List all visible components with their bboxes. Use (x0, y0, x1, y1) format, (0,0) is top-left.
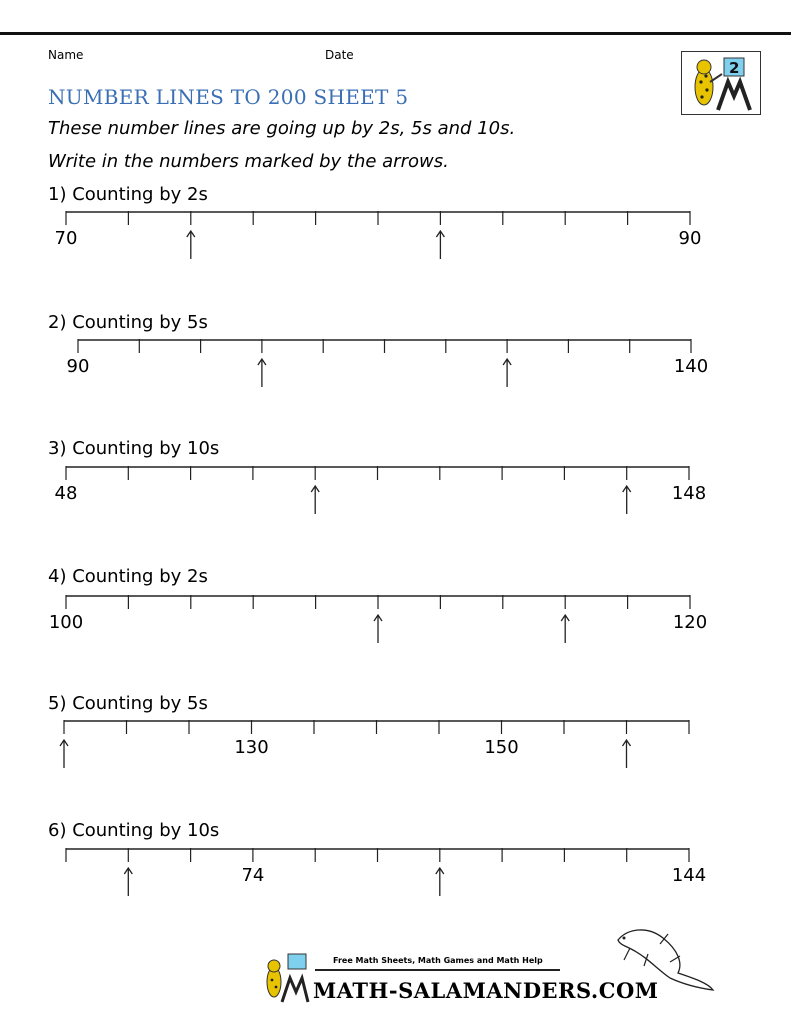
salamander-icon (682, 52, 759, 113)
arrow-up-icon (258, 359, 266, 387)
arrow-up-icon (436, 231, 444, 259)
number-label: 74 (241, 865, 265, 886)
number-label: 70 (54, 228, 78, 249)
arrow-up-icon (187, 231, 195, 259)
number-label: 100 (48, 612, 84, 633)
number-label: 90 (678, 228, 702, 249)
arrow-up-icon (374, 615, 382, 643)
top-rule (0, 32, 791, 35)
problem-label: 4) Counting by 2s (48, 566, 208, 587)
problem-label: 3) Counting by 10s (48, 438, 220, 459)
number-label: 144 (671, 865, 707, 886)
grade-badge: 2 (729, 59, 740, 77)
problem-label: 1) Counting by 2s (48, 184, 208, 205)
number-label: 130 (234, 737, 269, 758)
name-label: Name (48, 48, 84, 62)
number-label: 150 (484, 737, 519, 758)
date-label: Date (325, 48, 354, 62)
arrow-up-icon (623, 486, 631, 514)
instruction-line-2: Write in the numbers marked by the arrows. (48, 151, 449, 172)
footer-logo-icon (258, 952, 310, 1004)
number-label: 120 (672, 612, 708, 633)
problem-label: 2) Counting by 5s (48, 312, 208, 333)
problem-label: 6) Counting by 10s (48, 820, 220, 841)
number-label: 90 (66, 356, 90, 377)
arrow-up-icon (503, 359, 511, 387)
arrow-up-icon (60, 740, 68, 768)
page-title: NUMBER LINES TO 200 SHEET 5 (48, 85, 409, 109)
arrow-up-icon (311, 486, 319, 514)
arrow-up-icon (124, 868, 132, 896)
number-label: 48 (54, 483, 78, 504)
arrow-up-icon (561, 615, 569, 643)
footer-tagline: Free Math Sheets, Math Games and Math Help (333, 956, 543, 965)
number-label: 148 (671, 483, 707, 504)
number-label: 140 (673, 356, 709, 377)
salamander-logo (681, 51, 761, 115)
problem-label: 5) Counting by 5s (48, 693, 208, 714)
instruction-line-1: These number lines are going up by 2s, 5s and 10s. (48, 118, 516, 139)
lizard-icon (608, 918, 718, 993)
footer-rule (315, 969, 560, 971)
footer-brand: MATH-SALAMANDERS.COM (313, 978, 659, 1003)
arrow-up-icon (436, 868, 444, 896)
arrow-up-icon (623, 740, 631, 768)
